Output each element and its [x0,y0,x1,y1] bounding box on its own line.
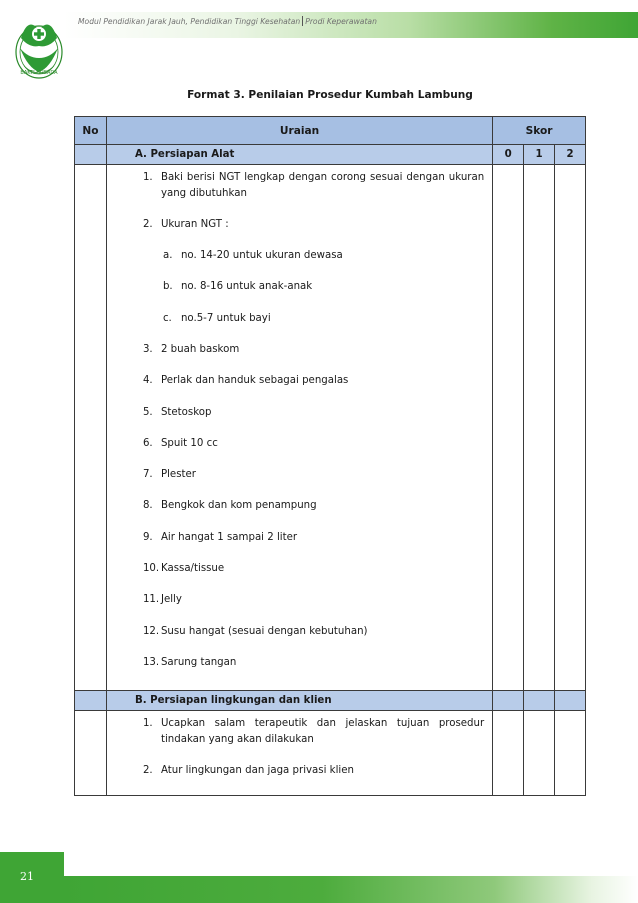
bakti-husada-logo [12,8,68,80]
item-text: no. 8-16 untuk anak-anak [180,281,313,293]
list-item [143,498,484,514]
score-2-label: 2 [555,145,586,165]
item-text: Bengkok dan kom penampung [160,500,317,512]
page-number: 21 [20,870,34,883]
section-b-no-cell [75,691,107,711]
score-cell-1[interactable] [524,165,555,691]
item-text: Susu hangat (sesuai dengan kebutuhan) [160,625,368,637]
section-a-no-cell [75,145,107,165]
item-number: 3. [142,343,153,355]
header-module-text: Modul Pendidikan Jarak Jauh, Pendidikan Tinggi Kesehatan [78,17,301,26]
section-b-label: B. Persiapan lingkungan dan klien [106,691,492,711]
running-header [78,16,377,26]
header-separator [302,16,303,26]
section-a-items-no-cell [75,165,107,691]
item-text: Atur lingkungan dan jaga privasi klien [160,764,354,776]
sub-list-item [143,248,484,264]
score-cell-0[interactable] [493,165,524,691]
section-a-label: A. Persiapan Alat [106,145,492,165]
footer-bar [64,876,638,903]
score-cell-b-2[interactable] [555,711,586,796]
item-number: 10. [142,563,160,575]
item-number: 8. [142,500,153,512]
item-number: 1. [142,172,153,183]
item-text: Baki berisi NGT lengkap dengan corong sesuai dengan ukuran yang dibutuhkan [160,172,485,199]
section-b-items-row [75,711,586,796]
item-number: a. [162,250,173,262]
section-b-items-no-cell [75,711,107,796]
section-b-item-list [106,711,492,796]
list-item [143,436,484,452]
item-text: no. 14-20 untuk ukuran dewasa [180,250,343,262]
item-number: 11. [142,594,160,606]
item-number: 13. [142,656,160,668]
item-number: 7. [142,469,153,481]
item-text: Perlak dan handuk sebagai pengalas [160,375,349,387]
list-item [143,217,484,233]
item-text: Air hangat 1 sampai 2 liter [160,531,298,543]
list-item [143,561,484,577]
list-item [143,624,484,640]
section-b-score-2 [555,691,586,711]
item-text: Jelly [160,594,182,606]
item-number: 9. [142,531,153,543]
item-text: Ukuran NGT : [160,218,229,230]
section-b-row [75,691,586,711]
list-item [143,592,484,608]
score-0-label: 0 [493,145,524,165]
item-text: 2 buah baskom [160,343,240,355]
item-number: 4. [142,375,153,387]
list-item [143,405,484,421]
section-a-items-row [75,165,586,691]
item-text: Sarung tangan [160,656,237,668]
list-item [143,467,484,483]
item-text: Stetoskop [160,406,212,418]
list-item [143,655,484,671]
col-header-skor: Skor [493,117,586,145]
item-number: c. [162,312,172,324]
list-item [143,716,484,747]
col-header-no: No [75,117,107,145]
item-number: 5. [142,406,153,418]
item-number: b. [162,281,173,293]
svg-text:BAKTI HUSADA: BAKTI HUSADA [20,70,58,76]
sub-list-item [143,279,484,295]
score-1-label: 1 [524,145,555,165]
list-item [143,763,484,779]
item-text: Ucapkan salam terapeutik dan jelaskan tujuan prosedur tindakan yang akan dilakukan [160,718,485,745]
assessment-table [74,116,586,796]
score-cell-2[interactable] [555,165,586,691]
item-text: Plester [160,469,196,481]
list-item [143,342,484,358]
col-header-uraian: Uraian [106,117,492,145]
item-number: 6. [142,437,153,449]
section-b-score-1 [524,691,555,711]
list-item [143,373,484,389]
list-item [143,170,484,201]
page-title-wrap [0,89,600,101]
page-title: Format 3. Penilaian Prosedur Kumbah Lambung [187,89,473,101]
sub-list-item [143,311,484,327]
item-text: Kassa/tissue [160,563,225,575]
item-number: 2. [142,764,153,776]
table-header-row [75,117,586,145]
section-a-item-list [106,165,492,691]
item-text: no.5-7 untuk bayi [180,312,271,324]
header-program-text: Prodi Keperawatan [305,17,377,26]
score-cell-b-0[interactable] [493,711,524,796]
section-a-row [75,145,586,165]
list-item [143,530,484,546]
section-b-score-0 [493,691,524,711]
score-cell-b-1[interactable] [524,711,555,796]
item-number: 1. [142,718,153,729]
item-number: 2. [142,218,153,230]
item-number: 12. [142,625,160,637]
item-text: Spuit 10 cc [160,437,218,449]
